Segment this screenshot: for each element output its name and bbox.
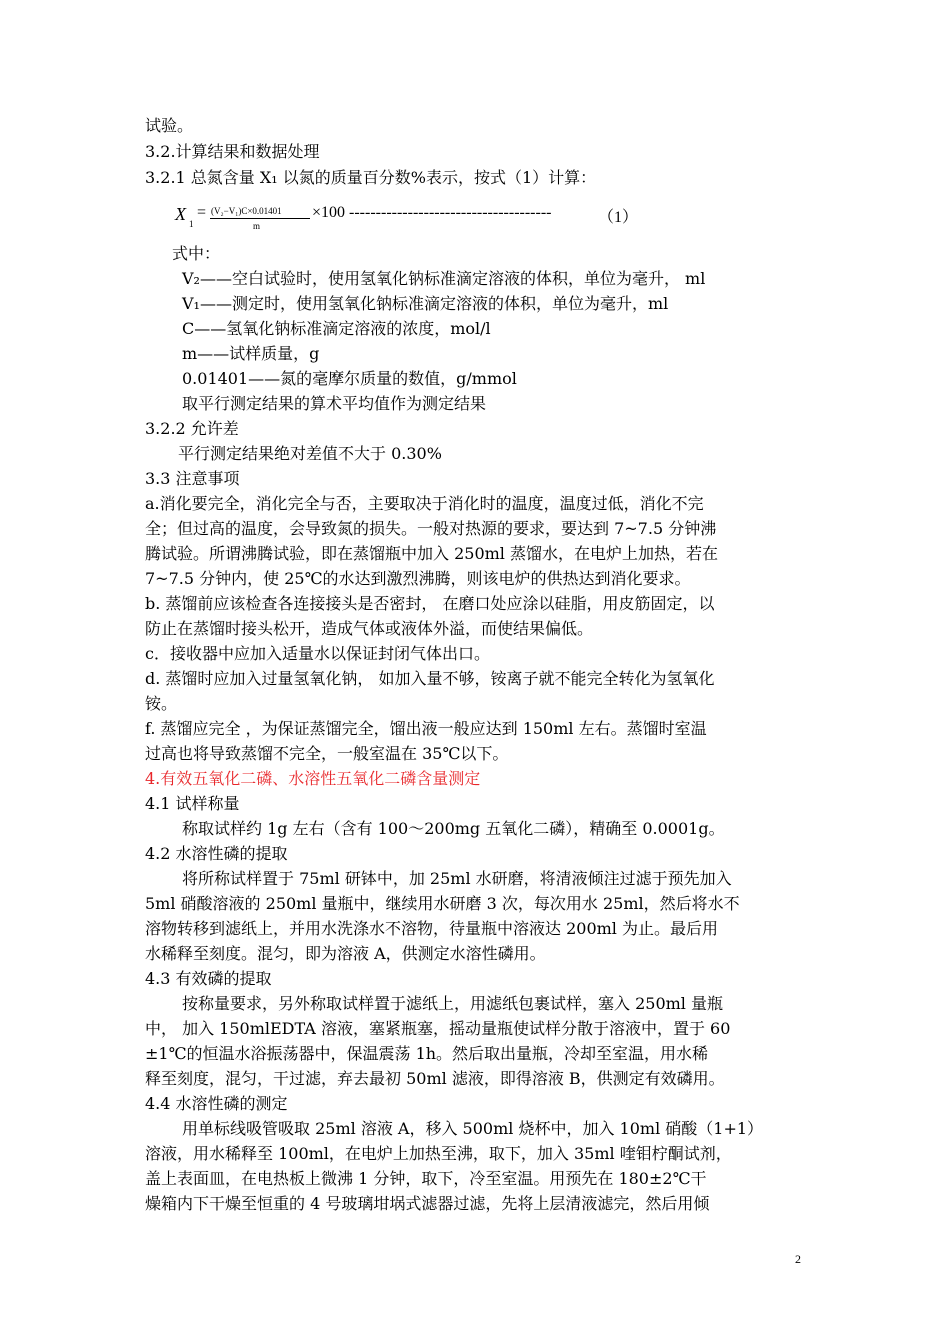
text-line: 称取试样约 1g 左右（含有 100～200mg 五氧化二磷），精确至 0.0001g。 [182,819,725,838]
text-line: 过高也将导致蒸馏不完全，一般室温在 35℃以下。 [145,744,509,763]
text-line: d. 蒸馏时应加入过量氢氧化钠， 如加入量不够，铵离子就不能完全转化为氢氧化 [145,669,715,688]
text-line: 将所称试样置于 75ml 研钵中，加 25ml 水研磨，将清液倾注过滤于预先加入 [182,869,732,888]
section-heading: 4.2 水溶性磷的提取 [145,844,288,863]
formula-multiplier: ×100 -------------------------------------- [312,204,552,221]
text-line: V₂——空白试验时，使用氢氧化钠标准滴定溶液的体积，单位为毫升， ml [182,269,706,288]
formula-numerator: (V₂−V₁)C×0.01401 [211,206,282,216]
section-heading: 4.3 有效磷的提取 [145,969,272,988]
text-line: 0.01401——氮的毫摩尔质量的数值，g/mmol [182,369,517,388]
text-line: b. 蒸馏前应该检查各连接接头是否密封， 在磨口处应涂以硅脂，用皮筋固定，以 [145,594,715,613]
text-line: 盖上表面皿，在电热板上微沸 1 分钟，取下，冷至室温。用预先在 180±2℃干 [145,1169,707,1188]
text-line: 平行测定结果绝对差值不大于 0.30% [178,444,442,463]
text-line: 取平行测定结果的算术平均值作为测定结果 [182,394,487,413]
text-line: 试验。 [145,116,194,135]
text-line: 铵。 [145,694,178,713]
text-line: 全；但过高的温度，会导致氮的损失。一般对热源的要求，要达到 7~7.5 分钟沸 [145,519,717,538]
section-heading: 3.2.计算结果和数据处理 [145,142,320,161]
fraction-bar [210,218,310,219]
formula-1 [175,202,675,236]
text-line: 5ml 硝酸溶液的 250ml 量瓶中，继续用水研磨 3 次，每次用水 25ml，然后将水不 [145,894,740,913]
section-heading: 3.2.2 允许差 [145,419,239,438]
text-line: a.消化要完全，消化完全与否，主要取决于消化时的温度，温度过低，消化不完 [145,494,704,513]
page-number: 2 [795,1252,801,1266]
text-line: 释至刻度，混匀，干过滤，弃去最初 50ml 滤液，即得溶液 B，供测定有效磷用。 [145,1069,725,1088]
text-line: 用单标线吸管吸取 25ml 溶液 A，移入 500ml 烧杯中，加入 10ml 硝酸（1+1） [182,1119,764,1138]
formula-lhs: X [175,204,186,224]
text-line: 3.2.1 总氮含量 X₁ 以氮的质量百分数%表示，按式（1）计算： [145,168,597,187]
formula-lhs-sub: 1 [189,219,194,229]
section-heading-red: 4.有效五氧化二磷、水溶性五氧化二磷含量测定 [145,769,481,788]
text-line: 燥箱内下干燥至恒重的 4 号玻璃坩埚式滤器过滤，先将上层清液滤完，然后用倾 [145,1194,710,1213]
section-heading: 4.4 水溶性磷的测定 [145,1094,288,1113]
text-line: 溶液，用水稀释至 100ml，在电炉上加热至沸，取下，加入 35ml 喹钼柠酮试剂， [145,1144,732,1163]
text-line: c．接收器中应加入适量水以保证封闭气体出口。 [145,644,490,663]
text-line: 按称量要求，另外称取试样置于滤纸上，用滤纸包裹试样，塞入 250ml 量瓶 [182,994,724,1013]
text-line: 防止在蒸馏时接头松开，造成气体或液体外溢，而使结果偏低。 [145,619,594,638]
text-line: 7~7.5 分钟内，使 25℃的水达到激烈沸腾，则该电炉的供热达到消化要求。 [145,569,691,588]
text-line: C——氢氧化钠标准滴定溶液的浓度，mol/l [182,319,491,338]
text-line: V₁——测定时，使用氢氧化钠标准滴定溶液的体积，单位为毫升，ml [182,294,669,313]
formula-equals: = [197,204,207,221]
text-line: 式中： [172,244,221,263]
formula-denominator: m [253,221,261,231]
section-heading: 3.3 注意事项 [145,469,240,488]
text-line: 水稀释至刻度。混匀，即为溶液 A，供测定水溶性磷用。 [145,944,546,963]
text-line: 中， 加入 150mlEDTA 溶液，塞紧瓶塞，摇动量瓶使试样分散于溶液中，置于 60 [145,1019,731,1038]
section-heading: 4.1 试样称量 [145,794,240,813]
formula-reference: （1） [598,209,639,226]
text-line: m——试样质量，g [182,344,320,363]
text-line: ±1℃的恒温水浴振荡器中，保温震荡 1h。然后取出量瓶，冷却至室温，用水稀 [145,1044,709,1063]
text-line: f. 蒸馏应完全 ，为保证蒸馏完全，馏出液一般应达到 150ml 左右。蒸馏时室温 [145,719,707,738]
text-line: 溶物转移到滤纸上，并用水洗涤水不溶物，待量瓶中溶液达 200ml 为止。最后用 [145,919,719,938]
text-line: 腾试验。所谓沸腾试验，即在蒸馏瓶中加入 250ml 蒸馏水，在电炉上加热，若在 [145,544,719,563]
